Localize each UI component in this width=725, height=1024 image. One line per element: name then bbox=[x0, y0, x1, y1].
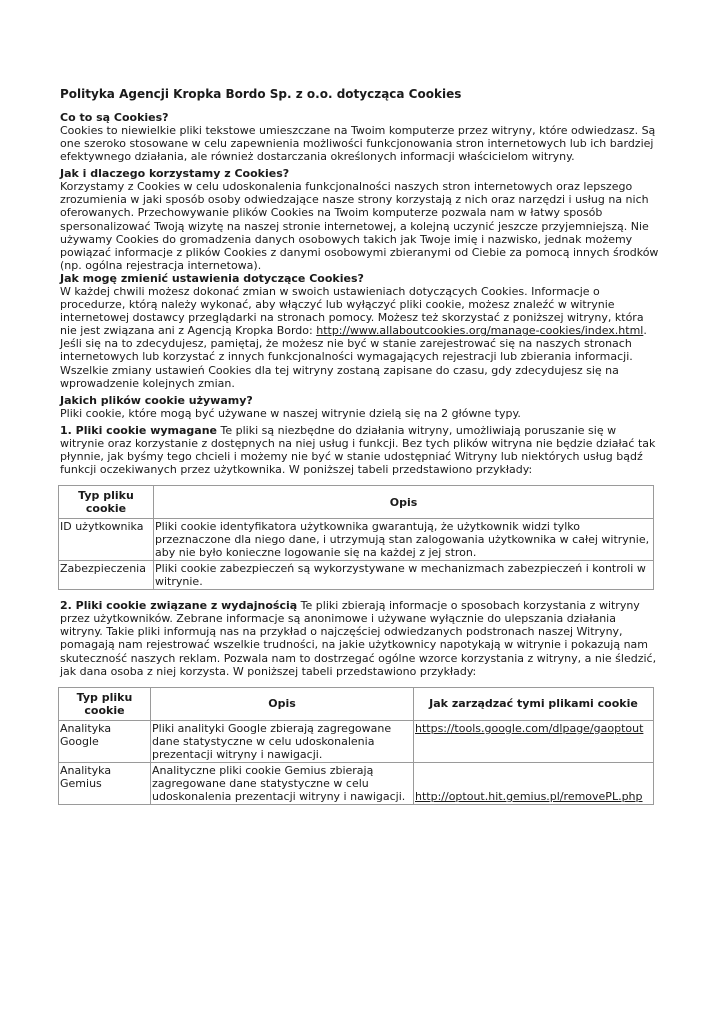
section-text bbox=[60, 424, 662, 476]
column-header: Opis bbox=[154, 486, 654, 519]
section-text bbox=[60, 285, 662, 364]
section-heading: Jak i dlaczego korzystamy z Cookies? bbox=[60, 167, 290, 181]
text-after-link: . Jeśli się na to zdecydujesz, pamiętaj, że możesz nie być w stanie zarejestrować się na naszych stronach internetowych lub korzystać z innych funkcjonalności wymagających rejestracji lub zbierania informacji. bbox=[60, 324, 647, 364]
column-header: Typ pliku cookie bbox=[59, 486, 154, 519]
section-heading: Co to są Cookies? bbox=[60, 111, 169, 124]
section-performance-cookies bbox=[60, 599, 662, 805]
section-heading: Jakich plików cookie używamy? bbox=[60, 393, 253, 407]
section-body: Te pliki zbierają informacje o sposobach korzystania z witryny przez użytkowników. Zebrane informacje są anonimowe i używane wyłącznie do ulepszania działania witryny. Takie pliki informują nas na przykład o najczęściej odwiedzanych podstronach naszej Witryny, pomagają nam rejestrować wszelkie trudności, na jakie użytkownicy napotykają w witrynie i pokazują nam skuteczność naszych reklam. Pozwala nam to dostrzegać ogólne wzorce korzystania z witryny, a nie śledzić, jak dana osoba z niej korzysta. W poniższej tabeli przedstawiono przykłady: bbox=[60, 599, 657, 678]
manage-cell bbox=[414, 720, 654, 762]
description-cell: Pliki cookie identyfikatora użytkownika gwarantują, że użytkownik widzi tylko przeznaczone dla niego dane, i utrzymują stan zalogowania użytkownika w całej witrynie, aby nie było konieczne logowanie się na każdej z jej stron. bbox=[154, 519, 654, 561]
section-text: Korzystamy z Cookies w celu udoskonalenia funkcjonalności naszych stron internetowych oraz lepszego zrozumienia w jaki sposób osoby odwiedzające nasze strony korzystają z nich oraz narzędzi i usług na nich oferowanych. Przechowywanie plików Cookies na Twoim komputerze pozwala nam w łatwy sposób spersonalizować Twoją wizytę na naszej stronie internetowej, a kolejną uczynić jeszcze przyjemniejszą. Nie używamy Cookies do gromadzenia danych osobowych takich jak Twoje imię i nazwisko, jednak możemy powiązać informacje z plików Cookies z danymi osobowymi zbieranymi od Ciebie za pomocą innych środków (np. ogólna rejestracja internetowa). bbox=[60, 180, 659, 272]
section-heading: Jak mogę zmienić ustawienia dotyczące Cookies? bbox=[60, 271, 364, 285]
table-header-row bbox=[59, 687, 654, 720]
section-text bbox=[60, 599, 662, 678]
text-before-link: W każdej chwili możesz dokonać zmian w swoich ustawieniach dotyczących Cookies. Informacje o procedurze, którą należy wykonać, aby włączyć lub wyłączyć pliki cookie, możesz znaleźć w witrynie internetowej dostawcy przeglądarki na stronach pomocy. Możesz też skorzystać z poniższej witryny, która nie jest związana ani z Agencją Kropka Bordo: bbox=[60, 284, 644, 338]
policy-document bbox=[60, 86, 662, 809]
section-lead: 1. Pliki cookie wymagane bbox=[60, 423, 217, 437]
description-cell: Pliki analityki Google zbierają zagregowane dane statystyczne w celu udoskonalenia prezentacji witryny i nawigacji. bbox=[151, 720, 414, 762]
table-row bbox=[59, 519, 654, 561]
table-row bbox=[59, 561, 654, 590]
table-row bbox=[59, 720, 654, 762]
required-cookies-table bbox=[58, 485, 654, 590]
google-optout-link[interactable]: https://tools.google.com/dlpage/gaoptout bbox=[415, 721, 644, 735]
description-cell: Analityczne pliki cookie Gemius zbierają zagregowane dane statystyczne w celu udoskonalenia prezentacji witryny i nawigacji. bbox=[151, 762, 414, 804]
section-lead: 2. Pliki cookie związane z wydajnością bbox=[60, 599, 298, 613]
cookie-type-cell: ID użytkownika bbox=[59, 519, 154, 561]
section-body: Te pliki są niezbędne do działania witryny, umożliwiają poruszanie się w witrynie oraz korzystanie z dostępnych na niej usług i funkcji. Bez tych plików witryna nie będzie działać tak płynnie, jak byśmy tego chcieli i możemy nie być w stanie udostępniać Witryny lub niektórych usług bądź funkcji oczekiwanych przez użytkownika. W poniższej tabeli przedstawiono przykłady: bbox=[60, 423, 656, 477]
description-cell: Pliki cookie zabezpieczeń są wykorzystywane w mechanizmach zabezpieczeń i kontroli w witrynie. bbox=[154, 561, 654, 590]
column-header: Jak zarządzać tymi plikami cookie bbox=[414, 687, 654, 720]
cookie-type-cell: Zabezpieczenia bbox=[59, 561, 154, 590]
section-cookie-types bbox=[60, 394, 662, 420]
column-header: Opis bbox=[151, 687, 414, 720]
section-required-cookies bbox=[60, 424, 662, 590]
allaboutcookies-link[interactable]: http://www.allaboutcookies.org/manage-cookies/index.html bbox=[316, 324, 644, 338]
cookie-type-cell: Analityka Google bbox=[59, 720, 151, 762]
section-text: Pliki cookie, które mogą być używane w naszej witrynie dzielą się na 2 główne typy. bbox=[60, 406, 521, 420]
section-what-are-cookies bbox=[60, 111, 662, 163]
document-title: Polityka Agencji Kropka Bordo Sp. z o.o. dotycząca Cookies bbox=[60, 87, 462, 101]
gemius-optout-link[interactable]: http://optout.hit.gemius.pl/removePL.php bbox=[415, 789, 643, 803]
column-header: Typ pliku cookie bbox=[59, 687, 151, 720]
performance-cookies-table bbox=[58, 687, 654, 805]
table-row bbox=[59, 762, 654, 804]
section-why-cookies bbox=[60, 167, 662, 389]
section-text: Cookies to niewielkie pliki tekstowe umieszczane na Twoim komputerze przez witryny, które odwiedzasz. Są one szeroko stosowane w celu zapewnienia możliwości funkcjonowania stron internetowych lub ich bardziej efektywnego działania, ale również dostarczania określonych informacji właścicielom witryny. bbox=[60, 124, 656, 164]
cookie-type-cell: Analityka Gemius bbox=[59, 762, 151, 804]
manage-cell bbox=[414, 762, 654, 804]
section-text: Wszelkie zmiany ustawień Cookies dla tej witryny zostaną zapisane do czasu, gdy zdecydujesz się na wprowadzenie kolejnych zmian. bbox=[60, 363, 619, 390]
table-header-row bbox=[59, 486, 654, 519]
